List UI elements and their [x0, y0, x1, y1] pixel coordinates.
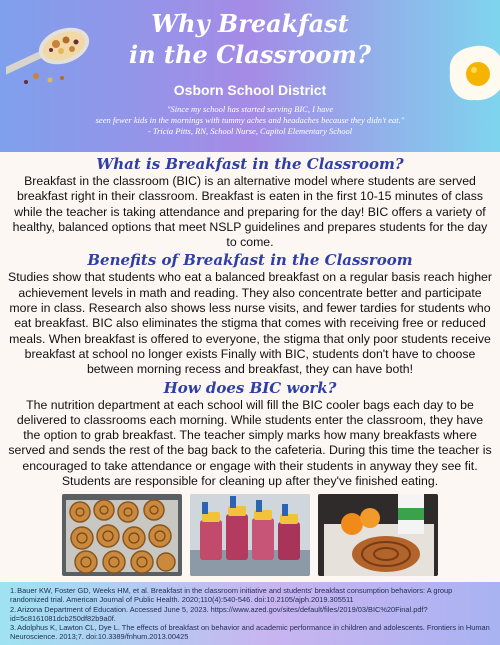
photo-strip: [62, 494, 442, 576]
section-text-what: Breakfast in the classroom (BIC) is an alternative model where students are served breakfast right in their classroom. Breakfast is eaten in the first 10-15 minutes of class while the teacher is taking attendance and preparing for the day! BIC offers a variety of healthy, balanced options that meet NSLP guidelines and prepares students for the day to come.: [12, 174, 488, 250]
testimonial-quote: [60, 104, 440, 137]
main-content: [8, 154, 492, 489]
section-heading-how: How does BIC work?: [163, 378, 337, 397]
page-title: [0, 8, 500, 70]
quote-line-1: "Since my school has started serving BIC, I have: [166, 104, 334, 114]
reference-item: 1.Bauer KW, Foster GD, Weeks HM, et al. Breakfast in the classroom initiative and students' breakfast consumption behaviors: A group randomized trial. American Journal of Public Health. 2020;110(4):540-546. doi:10.2105/ajph.2019.305511: [10, 586, 453, 605]
section-text-benefits: Studies show that students who eat a balanced breakfast on a regular basis reach higher achievement levels in math and reading. They also concentrate better and participate more in class. Research also shows less nurse visits, and fewer tardies for students who eat breakfast. BIC also eliminates the stigma that comes with receiving free or reduced meals. When breakfast is offered to everyone, the stigma that only poor students receive breakfast at school no longer exists Finally with BIC, students don't have to choose between morning recess and breakfast, they can have both!: [8, 270, 492, 377]
reference-item: 2.Arizona Department of Education. Accessed June 5, 2023. https://www.azed.gov/sites/default/files/2019/03/BIC%20Final.pdf?id=5c8161081dcb250df82b9a0f.: [10, 604, 428, 623]
cinnamon-rolls-photo: [62, 494, 182, 576]
district-name: Osborn School District: [173, 82, 327, 98]
section-heading-what: What is Breakfast in the Classroom?: [96, 155, 404, 173]
header-banner: [0, 0, 500, 152]
quote-line-2: seen fewer kids in the mornings with tummy aches and headaches because they didn't eat.": [95, 115, 405, 125]
smoothie-cups-photo: [190, 494, 310, 576]
references-list: [0, 582, 500, 642]
references-footer: [0, 582, 500, 645]
title-line-2: in the Classroom?: [129, 40, 371, 69]
section-text-how: The nutrition department at each school will fill the BIC cooler bags each day to be delivered to classrooms each morning. While students enter the classroom, they have the option to grab breakfast. The teacher simply marks how many breakfasts where served and sends the rest of the bag back to the cafeteria. During this time the teacher is encouraged to take attendance or engage with their students in anyway they see fit. Students are responsible for cleaning up after they've finished eating.: [8, 397, 492, 489]
title-line-1: Why Breakfast: [151, 9, 349, 38]
quote-attribution: - Tricia Pitts, RN, School Nurse, Capitol Elementary School: [147, 126, 353, 136]
reference-item: 3.Adolphus K, Lawton CL, Dye L. The effects of breakfast on behavior and academic performance in children and adolescents. Frontiers in Human Neuroscience. 2013;7. doi:10.3389/fnhum.2013.00425: [10, 623, 490, 642]
breakfast-tray-photo: [318, 494, 438, 576]
section-heading-benefits: Benefits of Breakfast in the Classroom: [87, 251, 413, 270]
